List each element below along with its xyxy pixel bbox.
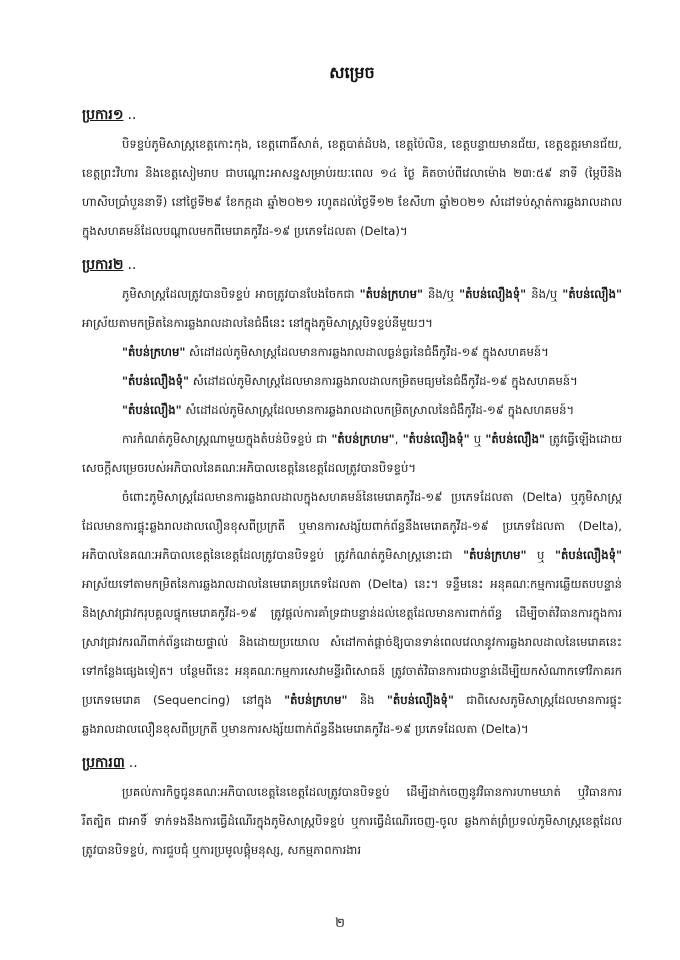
paragraph-text: ភូមិសាស្ត្រដែលត្រូវបានបិទខ្ទប់ អាចត្រូវបានបែងចែកជា: [122, 287, 360, 301]
zone-term: "តំបន់លឿង": [122, 403, 182, 417]
paragraph: [82, 483, 622, 744]
paragraph: [82, 130, 622, 246]
paragraph-text: សំដៅដល់ភូមិសាស្ត្រដែលមានការឆ្លងរាលដាលកម្រិតស្រាលនៃជំងឺកូវីដ-១៩ ក្នុងសហគមន៍។: [181, 403, 575, 417]
zone-term: "តំបន់លឿងទុំ": [122, 374, 190, 388]
article-2: [82, 254, 622, 744]
zone-term: "តំបន់លឿងទុំ": [459, 287, 527, 301]
zone-term: "តំបន់លឿងទុំ": [402, 432, 470, 446]
paragraph-text: ឬ: [469, 432, 486, 446]
paragraph-text: ប្រគល់ភារកិច្ចជូនគណៈអភិបាលខេត្តនៃខេត្តដែលត្រូវបានបិទខ្ទប់ ដើម្បីដាក់ចេញនូវវិធានការហាមឃាត់ ឬវិធានការរឹតត្បិត ជាអាទិ៍ ទាក់ទងនឹងការធ្វើដំណើរក្នុងភូមិសាស្ត្របិទខ្ទប់ ឬការធ្វើដំណើរចេញ-ចូល ឆ្លងកាត់ព្រំប្រទល់ភូមិសាស្ត្រខេត្តដែលត្រូវបានបិទខ្ទប់, ការជួបជុំ ឬការប្រមូលផ្ដុំមនុស្ស, សកម្មភាពការងារ: [82, 785, 622, 857]
article-heading-dots: ..: [127, 257, 137, 273]
zone-term: "តំបន់លឿង": [562, 287, 622, 301]
paragraph: [82, 425, 622, 483]
article-heading-dots: ..: [127, 107, 137, 123]
article-label: ប្រការ២: [82, 257, 124, 273]
paragraph: [82, 367, 622, 396]
paragraph: [82, 396, 622, 425]
zone-term: "តំបន់ក្រហម": [284, 693, 348, 707]
paragraph-text: អាស្រ័យតាមកម្រិតនៃការឆ្លងរាលដាលនៃជំងឺនេះ នៅក្នុងភូមិសាស្ត្របិទខ្ទប់នីមួយៗ។: [82, 316, 433, 330]
zone-term: "តំបន់លឿងទុំ": [386, 693, 454, 707]
article-label: ប្រការ១: [82, 107, 124, 123]
paragraph-text: ការកំណត់ភូមិសាស្ត្រណាមួយក្នុងតំបន់បិទខ្ទប់ ជា: [122, 432, 332, 446]
paragraph-text: បិទខ្ទប់ភូមិសាស្ត្រខេត្តកោះកុង, ខេត្តពោធិ៍សាត់, ខេត្តបាត់ដំបង, ខេត្តប៉ៃលិន, ខេត្តបន្ទាយមានជ័យ, ខេត្តឧត្តរមានជ័យ, ខេត្តព្រះវិហារ និងខេត្តសៀមរាប ជាបណ្ដោះអាសន្នសម្រាប់រយៈពេល ១៤ ថ្ងៃ គិតចាប់ពីវេលាម៉ោង ២៣:៥៩ នាទី (ម្ភៃបីនិងហាសិបប្រាំបួននាទី) នៅថ្ងៃទី២៩ ខែកក្កដា ឆ្នាំ២០២១ រហូតដល់ថ្ងៃទី១២ ខែសីហា ឆ្នាំ២០២១ សំដៅទប់ស្កាត់ការឆ្លងរាលដាលក្នុងសហគមន៍ដែលបណ្ដាលមកពីមេរោគកូវីដ-១៩ ប្រភេទដែលតា (Delta)។: [82, 137, 622, 238]
articles-container: [82, 104, 622, 865]
article-3: [82, 752, 622, 865]
paragraph-text: និង: [347, 693, 387, 707]
paragraph: [82, 280, 622, 338]
paragraph-text: ,: [394, 432, 403, 446]
paragraph-text: អាស្រ័យទៅតាមកម្រិតនៃការឆ្លងរាលដាលនៃមេរោគប្រភេទដែលតា (Delta) នេះ។ ទន្ទឹមនេះ អនុគណៈកម្មការឆ្លើយតបបន្ទាន់ និងស្រាវជ្រាវករុបគ្គលផ្ទុកមេរោគកូវីដ-១៩ ត្រូវផ្ដល់ការគាំទ្រជាបន្ទាន់ដល់ខេត្តដែលមានការពាក់ព័ន្ធ ដើម្បីចាត់វិធានការក្នុងការស្រាវជ្រាវករណីពាក់ព័ន្ធដោយផ្ទាល់ និងដោយប្រយោល សំដៅកាត់ផ្ដាច់ឱ្យបានទាន់ពេលវេលានូវការឆ្លងរាលដាលនៃមេរោគនេះទៅកន្លែងផ្សេងទៀត។ បន្ថែមពីនេះ អនុគណៈកម្មការសេវាមន្ទីរពិសោធន៍ ត្រូវចាត់វិធានការជាបន្ទាន់ដើម្បីយកសំណាកទៅវិភាគរកប្រភេទមេរោគ (Sequencing) នៅក្នុង: [82, 577, 622, 707]
paragraph-text: សំដៅដល់ភូមិសាស្ត្រដែលមានការឆ្លងរាលដាលកម្រិតមធ្យមនៃជំងឺកូវីដ-១៩ ក្នុងសហគមន៍។: [189, 374, 578, 388]
paragraph-text: ឬ: [526, 548, 555, 562]
article-heading: [82, 752, 622, 774]
article-heading: [82, 104, 622, 126]
paragraph-text: ជាពិសេសភូមិសាស្ត្រដែលមានការផ្ទុះឆ្លងរាលដាលលឿនខុសពីប្រក្រតី ឬមានការសង្ស័យពាក់ព័ន្ធនឹងមេរោគកូវីដ-១៩ ប្រភេទដែលតា (Delta)។: [82, 693, 623, 736]
zone-term: "តំបន់លឿងទុំ": [554, 548, 622, 562]
article-heading: [82, 254, 622, 276]
paragraph-text: និង/ឬ: [526, 287, 563, 301]
zone-term: "តំបន់ក្រហម": [331, 432, 395, 446]
paragraph: [82, 778, 622, 865]
paragraph-text: និង/ឬ: [422, 287, 460, 301]
page-title: សម្រេច: [329, 63, 375, 82]
zone-term: "តំបន់ក្រហម": [463, 548, 527, 562]
paragraph-text: ត្រូវធ្វើឡើងដោយសេចក្ដីសម្រេចរបស់អភិបាលនៃគណៈអភិបាលខេត្តនៃខេត្តដែលត្រូវបានបិទខ្ទប់។: [82, 432, 622, 475]
zone-term: "តំបន់ក្រហម": [122, 345, 186, 359]
article-1: [82, 104, 622, 246]
article-label: ប្រការ៣: [82, 755, 125, 771]
page-number: ២: [335, 916, 345, 931]
paragraph-text: ចំពោះភូមិសាស្ត្រដែលមានការឆ្លងរាលដាលក្នុងសហគមន៍នៃមេរោគកូវីដ-១៩ ប្រភេទដែលតា (Delta) ឬភូមិសាស្ត្រដែលមានការផ្ទុះឆ្លងរាលដាលលឿនខុសពីប្រក្រតី ឬមានការសង្ស័យពាក់ព័ន្ធនឹងមេរោគកូវីដ-១៩ ប្រភេទដែលតា (Delta), អភិបាលនៃគណៈអភិបាលខេត្តនៃខេត្តដែលត្រូវបានបិទខ្ទប់ ត្រូវកំណត់ភូមិសាស្ត្រនោះជា: [82, 490, 622, 562]
paragraph: [82, 338, 622, 367]
article-heading-dots: ..: [128, 755, 138, 771]
zone-term: "តំបន់លឿង": [485, 432, 546, 446]
zone-term: "តំបន់ក្រហម": [359, 287, 423, 301]
paragraph-text: សំដៅដល់ភូមិសាស្ត្រដែលមានការឆ្លងរាលដាលធ្ងន់ធ្ងរនៃជំងឺកូវីដ-១៩ ក្នុងសហគមន៍។: [185, 345, 549, 359]
